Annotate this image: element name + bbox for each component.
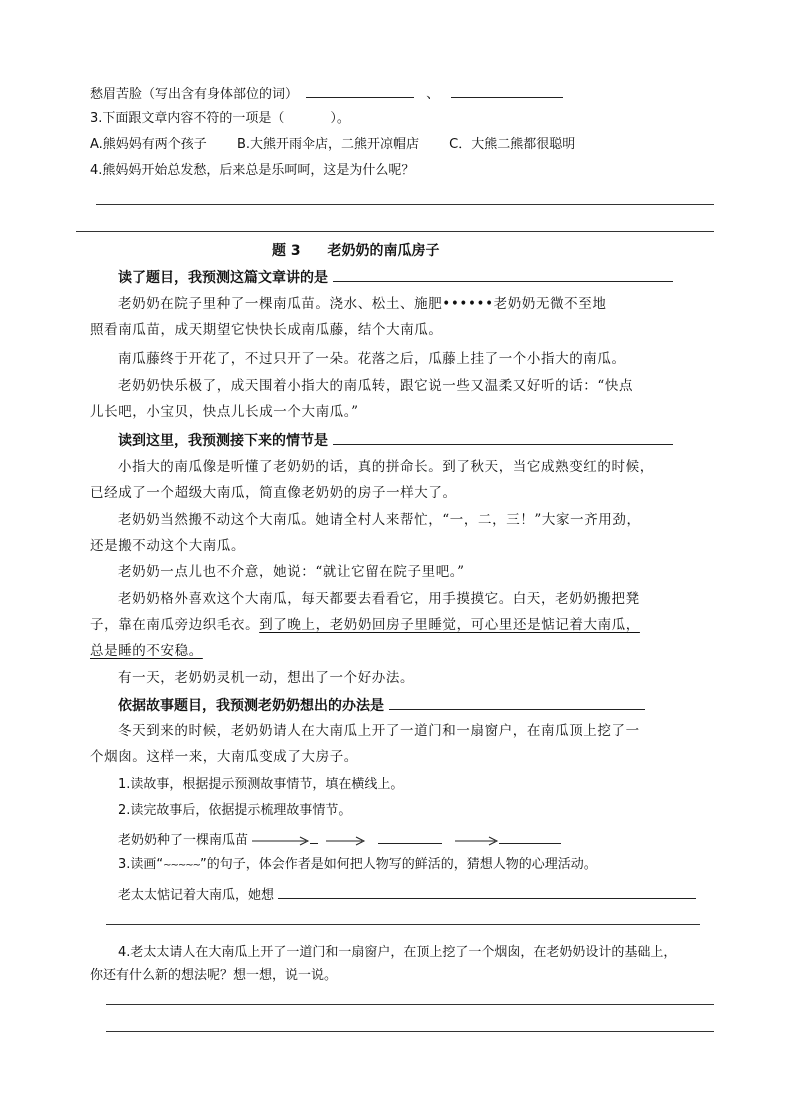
question-1: 1.读故事，根据提示预测故事情节，填在横线上。 [118, 777, 404, 792]
para-3b: 儿长吧，小宝贝，快点儿长成一个大南瓜。” [90, 404, 359, 420]
answer-blank[interactable] [451, 83, 563, 98]
question-3-b: ”的句子，体会作者是如何把人物写的鲜活的，猜想人物的心理活动。 [200, 857, 597, 872]
answer-line[interactable] [106, 924, 700, 925]
para-4a: 小指大的南瓜像是听懂了老奶奶的话，真的拼命长。到了秋天，当它成熟变红的时候， [118, 459, 654, 475]
q3-prompt: 3.下面跟文章内容不符的一项是（ [90, 111, 285, 126]
answer-line[interactable] [96, 204, 714, 205]
title-text: 老奶奶的南瓜房子 [327, 243, 440, 259]
predict-2 [118, 430, 673, 450]
predict-2-text: 读到这里，我预测接下来的情节是 [118, 433, 328, 449]
answer-line[interactable] [106, 1031, 714, 1032]
answer-blank[interactable] [333, 430, 673, 445]
predict-1-text: 读了题目，我预测这篇文章讲的是 [118, 270, 328, 286]
q3-line [90, 110, 350, 128]
section-title [272, 242, 440, 260]
question-4a: 4.老太太请人在大南瓜上开了一道门和一扇窗户，在顶上挖了一个烟囱，在老奶奶设计的基础上， [118, 945, 677, 960]
predict-1 [118, 267, 673, 287]
question-3-prompt: 老太太惦记着大南瓜，她想 [118, 888, 275, 903]
arrow-right-icon [252, 835, 310, 847]
separator: 、 [426, 87, 440, 102]
para-5b: 还是搬不动这个大南瓜。 [90, 538, 246, 554]
answer-blank[interactable] [499, 829, 561, 844]
para-9b: 个烟囱。这样一来，大南瓜变成了大房子。 [90, 749, 358, 765]
answer-blank[interactable] [306, 83, 414, 98]
arrow-right-icon [455, 835, 499, 847]
q3-options [90, 136, 575, 154]
answer-line[interactable] [106, 1004, 714, 1005]
para-3a: 老奶奶快乐极了，成天围着小指大的南瓜转，跟它说一些又温柔又好听的话：“快点 [118, 378, 634, 394]
q2-tail-text: 愁眉苦脸（写出含有身体部位的词） [90, 87, 299, 102]
q2-tail-line [90, 83, 563, 104]
para-7b-plain: 子，靠在南瓜旁边织毛衣。 [90, 617, 260, 633]
para-1a: 老奶奶在院子里种了一棵南瓜苗。浇水、松土、施肥••••••老奶奶无微不至地 [118, 296, 607, 312]
question-3-prompt-line [118, 884, 696, 905]
para-9a: 冬天到来的时候，老奶奶请人在大南瓜上开了一道门和一扇窗户，在南瓜顶上挖了一 [118, 723, 640, 739]
section-divider [76, 231, 714, 232]
flow-start: 老奶奶种了一棵南瓜苗 [118, 833, 249, 848]
q4-line: 4.熊妈妈开始总发愁，后来总是乐呵呵，这是为什么呢？ [90, 163, 415, 178]
underlined-sentence: 到了晚上，老奶奶回房子里睡觉，可心里还是惦记着大南瓜， [259, 617, 640, 633]
para-7c [90, 642, 203, 660]
answer-blank[interactable] [278, 884, 696, 899]
answer-blank[interactable] [378, 829, 442, 844]
para-7a: 老奶奶格外喜欢这个大南瓜，每天都要去看看它，用手摸摸它。白天，老奶奶搬把凳 [118, 591, 640, 607]
para-2: 南瓜藤终于开花了，不过只开了一朵。花落之后，瓜藤上挂了一个小指大的南瓜。 [118, 351, 626, 367]
option-b: B.大熊开雨伞店，二熊开凉帽店 [236, 137, 420, 152]
title-number: 题 3 [272, 243, 301, 259]
question-4b: 你还有什么新的想法呢？想一想，说一说。 [90, 968, 338, 983]
plot-flow [118, 829, 561, 850]
question-2: 2.读完故事后，依据提示梳理故事情节。 [118, 803, 352, 818]
predict-3 [118, 695, 645, 715]
para-5a: 老奶奶当然搬不动这个大南瓜。她请全村人来帮忙，“一，二，三！”大家一齐用劲， [118, 512, 641, 528]
arrow-right-icon [326, 835, 366, 847]
answer-blank[interactable] [389, 695, 645, 710]
para-7b [90, 616, 640, 634]
para-6: 老奶奶一点儿也不介意，她说：“就让它留在院子里吧。” [118, 564, 465, 580]
para-1b: 照看南瓜苗，成天期望它快快长成南瓜藤，结个大南瓜。 [90, 322, 443, 338]
para-8: 有一天，老奶奶灵机一动，想出了一个好办法。 [118, 670, 415, 686]
option-a: A.熊妈妈有两个孩子 [90, 137, 207, 152]
answer-blank[interactable] [310, 829, 318, 844]
question-3-a: 3.读画“ [118, 857, 164, 872]
question-3 [118, 856, 597, 875]
predict-3-text: 依据故事题目，我预测老奶奶想出的办法是 [118, 698, 384, 714]
wavy-mark: ~~~~~ [163, 860, 201, 871]
option-c: C．大熊二熊都很聪明 [449, 137, 576, 152]
answer-blank[interactable] [333, 267, 673, 282]
para-4b: 已经成了一个超级大南瓜，简直像老奶奶的房子一样大了。 [90, 485, 457, 501]
underlined-sentence-end: 总是睡的不安稳。 [90, 643, 203, 659]
q3-close: ）。 [330, 111, 350, 126]
